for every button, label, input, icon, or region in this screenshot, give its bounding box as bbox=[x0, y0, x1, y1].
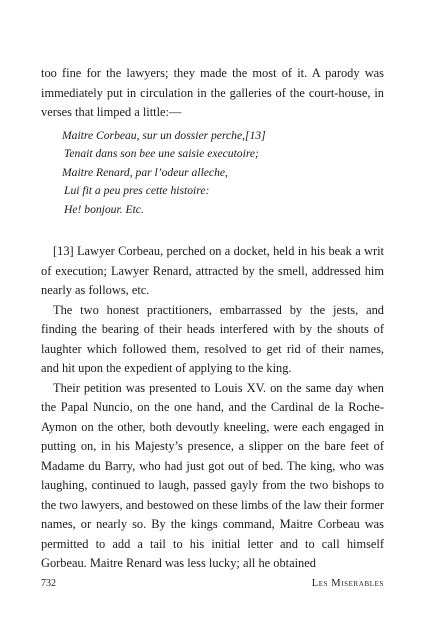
body-paragraph: Their petition was presented to Louis XV. on the same day when the Papal Nuncio, on the one hand, and the Cardinal de la Roche-Aymon on the other, both devoutly kneeling, were each engaged in putting on, in his Majesty’s presence, a slipper on the bare feet of Madame du Barry, who had just got out of bed. The king, who was laughing, continued to laugh, passed gayly from the two bishops to the two lawyers, and bestowed on these limbs of the law their former names, or nearly so. By the kings command, Maitre Corbeau was permitted to add a tail to his initial letter and to call himself Gorbeau. Maitre Renard was less lucky; all he obtained bbox=[41, 380, 384, 570]
opening-paragraph: too fine for the lawyers; they made the most of it. A parody was immediately put in circulation in the galleries of the court-house, in verses that limped a little:— bbox=[41, 66, 384, 119]
verse-quotation bbox=[62, 127, 362, 219]
verse-line: Tenait dans son bee une saisie executoire; bbox=[64, 147, 259, 161]
verse-line: Maitre Renard, par l’odeur alleche, bbox=[62, 165, 228, 179]
footnote-paragraph: [13] Lawyer Corbeau, perched on a docket, held in his beak a writ of execution; Lawyer Renard, attracted by the smell, addressed him nearly as follows, etc. bbox=[41, 244, 384, 297]
page-number: 732 bbox=[41, 578, 56, 589]
running-title: Les Miserables bbox=[311, 578, 384, 589]
body-paragraph: The two honest practitioners, embarrassed by the jests, and finding the bearing of their heads interfered with by the shouts of laughter which followed them, resolved to get rid of their names, and hit upon the expedient of applying to the king. bbox=[41, 302, 384, 375]
verse-line: He! bonjour. Etc. bbox=[64, 202, 144, 216]
verse-line: Lui fit a peu pres cette histoire: bbox=[64, 184, 210, 198]
body-text-block bbox=[41, 242, 384, 574]
opening-paragraph-block bbox=[41, 64, 384, 123]
verse-line: Maitre Corbeau, sur un dossier perche,[13] bbox=[62, 129, 266, 142]
page-footer bbox=[41, 578, 384, 594]
